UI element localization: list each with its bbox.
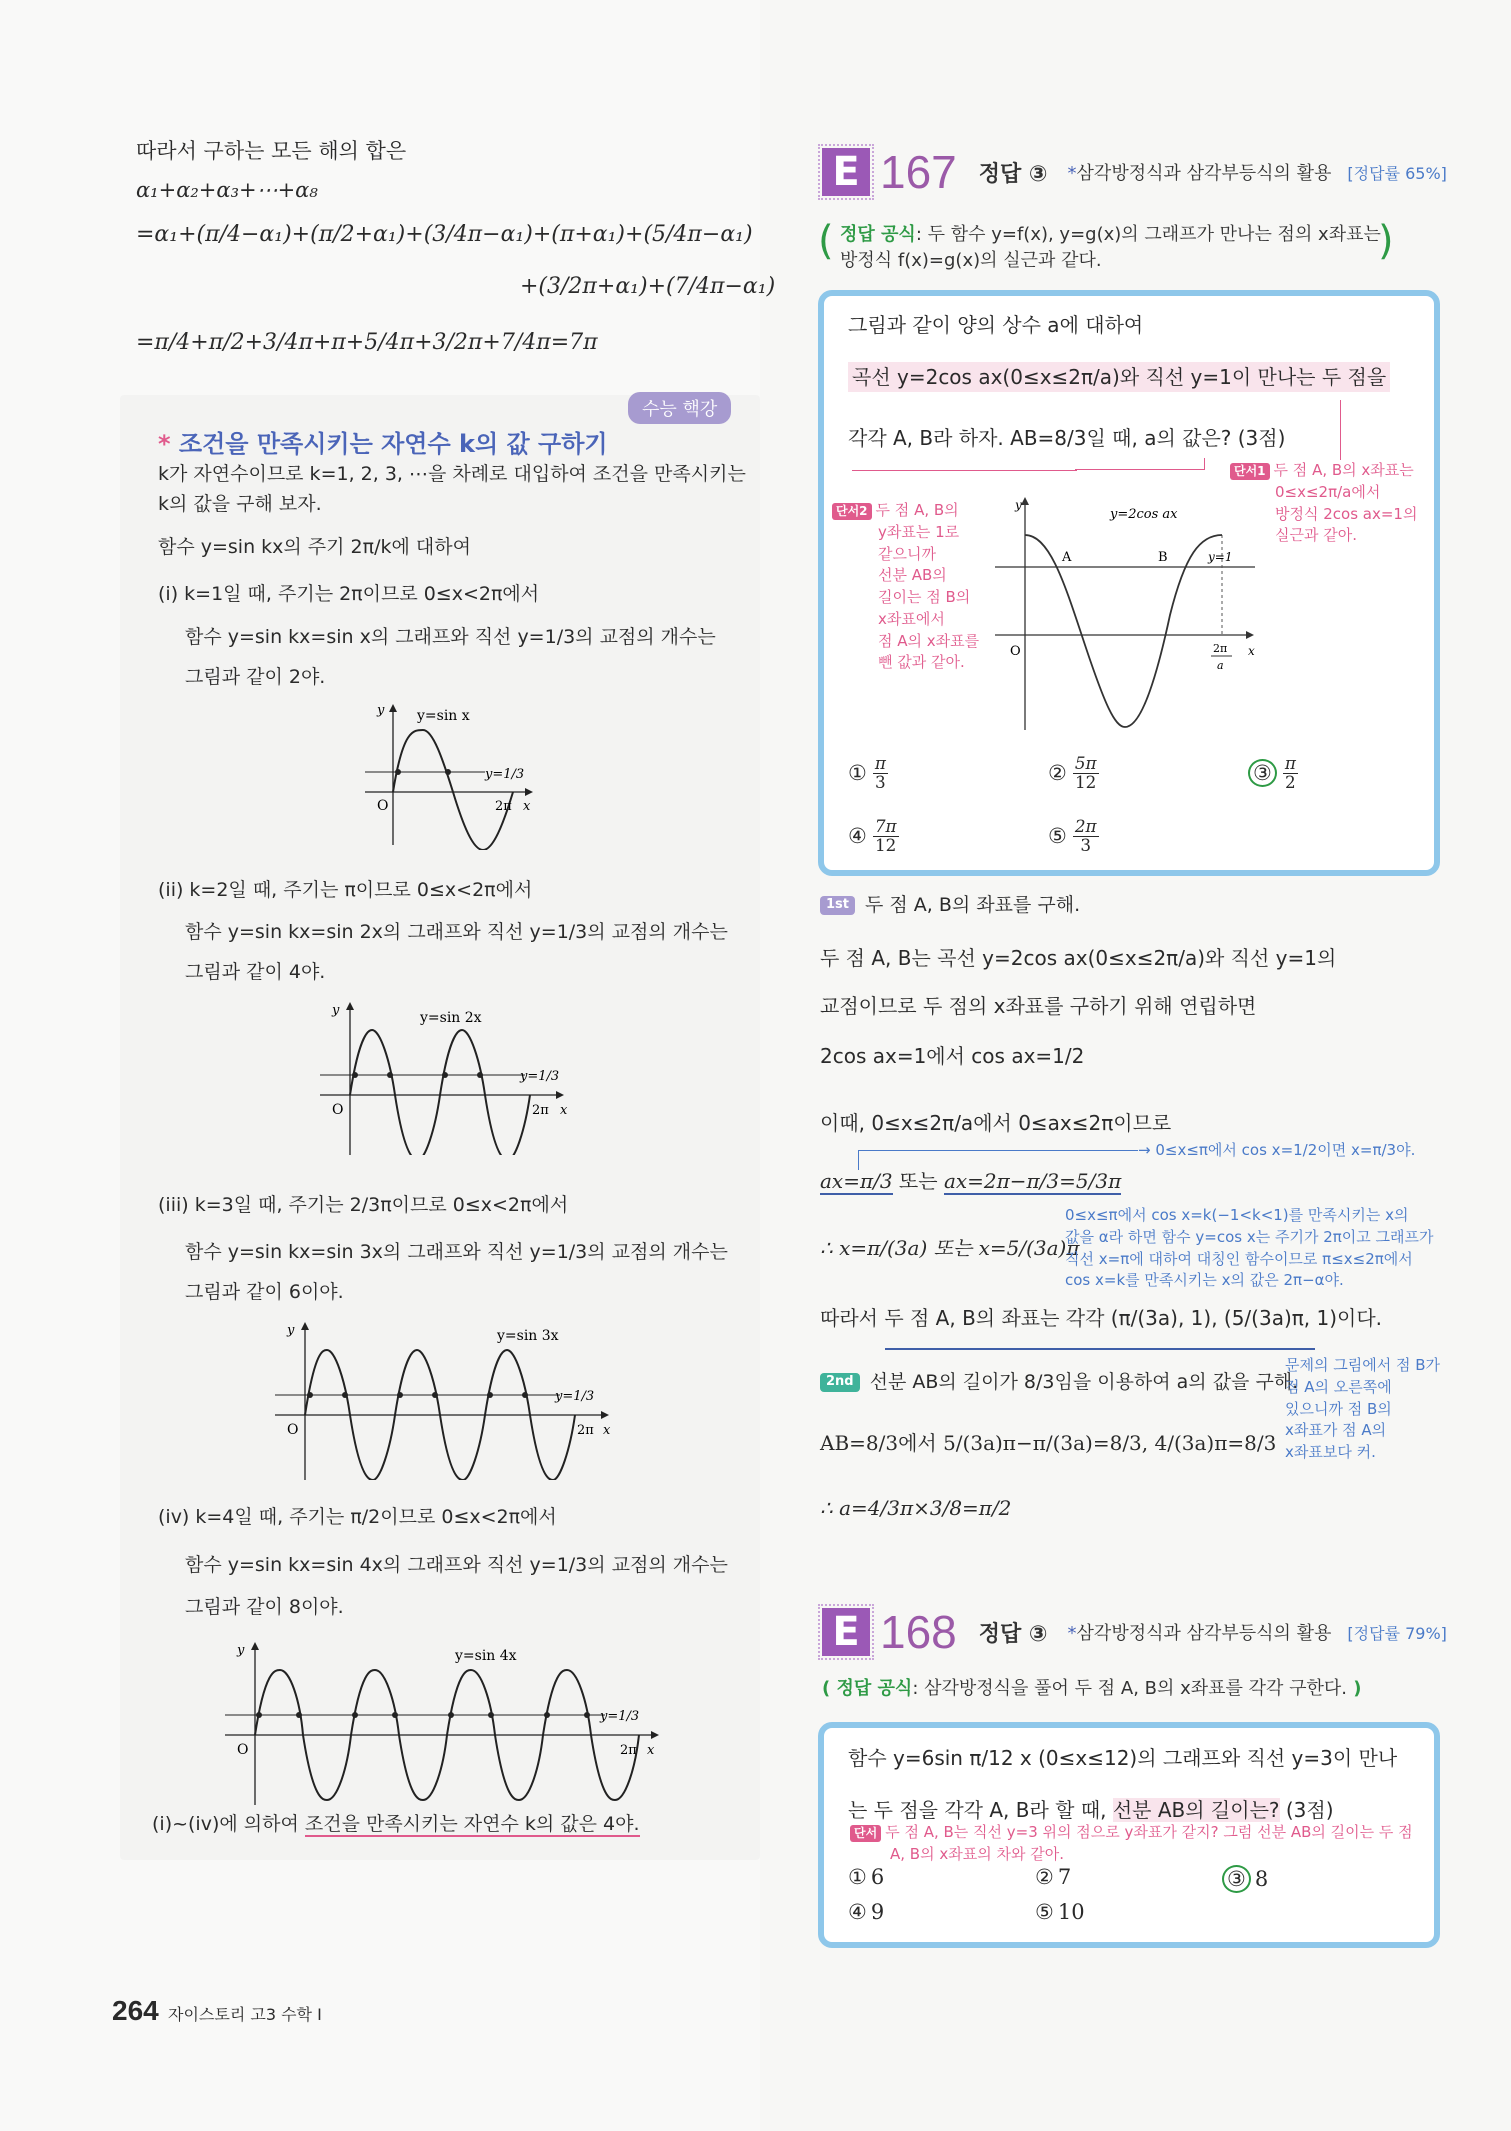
svg-text:y: y: [287, 1323, 295, 1338]
hint1-connector: [1340, 400, 1341, 460]
category: *삼각방정식과 삼각부등식의 활용: [1067, 1623, 1332, 1644]
correct-rate: [정답률 65%]: [1347, 163, 1447, 183]
svg-text:y: y: [1015, 498, 1022, 512]
sol2-line-1: AB=8/3에서 5/(3a)π−π/(3a)=8/3, 4/(3a)π=8/3: [820, 1431, 1277, 1455]
case-3-concl: 그림과 같이 6이야.: [185, 1281, 344, 1303]
choice-4[interactable]: ④ $\frac{7\pi}{12}$: [848, 816, 897, 855]
step2-note: 문제의 그림에서 점 B가 점 A의 오른쪽에 있으니까 점 B의 x좌표가 점 A의 x좌표보다 커.: [1285, 1356, 1441, 1461]
svg-text:2π: 2π: [495, 799, 512, 814]
hint-1: 단서1 두 점 A, B의 x좌표는 0≤x≤2π/a에서 방정식 2cos ax=1의 실근과 같아.: [1230, 460, 1417, 547]
svg-text:O: O: [377, 798, 389, 814]
category: *삼각방정식과 삼각부등식의 활용: [1067, 163, 1332, 184]
step1-title: 1st 두 점 A, B의 좌표를 구해.: [820, 893, 1080, 918]
intro-text: 따라서 구하는 모든 해의 합은: [136, 139, 407, 163]
q167-line-1: 그림과 같이 양의 상수 a에 대하여: [848, 313, 1144, 337]
choice-1[interactable]: ① 6: [848, 1865, 885, 1889]
svg-text:y=1: y=1: [1208, 550, 1233, 564]
tip-title-text: 조건을 만족시키는 자연수 k의 값 구하기: [178, 430, 608, 458]
hint2-connector-h: [852, 470, 1077, 471]
svg-text:A: A: [1062, 550, 1072, 565]
sol-line-5: ax=π/3 또는 ax=2π−π/3=5/3π: [820, 1169, 1122, 1193]
svg-text:2π: 2π: [577, 1423, 594, 1438]
case-2-concl: 그림과 같이 4야.: [185, 961, 326, 983]
sol-line-7: 따라서 두 점 A, B의 좌표는 각각 (π/(3a), 1), (5/(3a)π, 1)이다.: [820, 1306, 1383, 1330]
section-badge: E: [822, 1608, 870, 1656]
graph-2cos-ax: [990, 495, 1270, 735]
case-2-body: 함수 y=sin kx=sin 2x의 그래프와 직선 y=1/3의 교점의 개수는: [185, 921, 728, 943]
step2-title: 2nd 선분 AB의 길이가 8/3임을 이용하여 a의 값을 구해.: [820, 1370, 1298, 1395]
svg-text:y=sin 3x: y=sin 3x: [497, 1328, 559, 1344]
graph-sin-2x: [310, 1000, 580, 1155]
answer-circle-icon: ③: [1248, 759, 1277, 787]
star-icon: *: [158, 430, 171, 458]
bracket-left-icon: (: [818, 218, 834, 264]
q168-line-1: 함수 y=6sin π/12 x (0≤x≤12)의 그래프와 직선 y=3이 만나: [848, 1746, 1398, 1770]
case-4-head: (iv) k=4일 때, 주기는 π/2이므로 0≤x<2π에서: [158, 1506, 557, 1528]
choice-1[interactable]: ① $\frac{\pi}{3}$: [848, 753, 886, 792]
formula-box-168: ( 정답 공식: 삼각방정식을 풀어 두 점 A, B의 x좌표를 각각 구한다. ): [822, 1678, 1362, 1699]
sol2-line-2: ∴ a=4/3π×3/8=π/2: [820, 1496, 1012, 1520]
problem-168-header: [822, 1605, 1447, 1659]
svg-text:x: x: [523, 799, 531, 814]
answer-label: 정답 ③: [978, 1621, 1048, 1647]
correct-rate: [정답률 79%]: [1347, 1623, 1447, 1643]
sol-line-2: 교점이므로 두 점의 x좌표를 구하기 위해 연립하면: [820, 994, 1257, 1018]
q167-line-2: 곡선 y=2cos ax(0≤x≤2π/a)와 직선 y=1이 만나는 두 점을: [848, 362, 1390, 392]
note-arrow-line: [858, 1150, 1138, 1170]
svg-text:x: x: [647, 1743, 655, 1758]
sol-line-6: ∴ x=π/(3a) 또는 x=5/(3a)π: [820, 1236, 1080, 1260]
sol-line-3: 2cos ax=1에서 cos ax=1/2: [820, 1044, 1085, 1068]
svg-text:y: y: [377, 703, 385, 718]
svg-text:y: y: [332, 1003, 340, 1018]
svg-text:2π: 2π: [620, 1743, 637, 1758]
problem-167-header: [822, 145, 1447, 199]
sol-underline: [885, 1348, 1315, 1350]
answer-label: 정답 ③: [978, 161, 1048, 187]
svg-text:y: y: [237, 1643, 245, 1658]
svg-text:y=1/3: y=1/3: [485, 767, 525, 782]
svg-text:2π: 2π: [532, 1103, 549, 1118]
svg-text:x: x: [1248, 644, 1255, 658]
svg-text:y=sin 2x: y=sin 2x: [420, 1010, 482, 1026]
page-number: 264: [112, 1995, 159, 2026]
note-arrow: → 0≤x≤π에서 cos x=1/2이면 x=π/3야.: [1138, 1141, 1416, 1159]
result-line: =π/4+π/2+3/4π+π+5/4π+3/2π+7/4π=7π: [136, 330, 598, 355]
sol-line-1: 두 점 A, B는 곡선 y=2cos ax(0≤x≤2π/a)와 직선 y=1의: [820, 946, 1337, 970]
svg-text:O: O: [332, 1102, 344, 1118]
graph-1-label: y=sin x: [417, 708, 470, 724]
expand-line-1: =α₁+(π/4−α₁)+(π/2+α₁)+(3/4π−α₁)+(π+α₁)+(5/4π−α₁): [136, 222, 753, 247]
problem-number: 167: [880, 146, 957, 198]
sum-line: α₁+α₂+α₃+⋯+α₈: [136, 178, 318, 202]
tip-para-2: k의 값을 구해 보자.: [158, 493, 322, 515]
tip-title: [158, 424, 608, 459]
svg-text:x: x: [603, 1423, 611, 1438]
case-4-concl: 그림과 같이 8이야.: [185, 1596, 344, 1618]
svg-text:y=1/3: y=1/3: [520, 1069, 560, 1084]
case-3-body: 함수 y=sin kx=sin 3x의 그래프와 직선 y=1/3의 교점의 개수는: [185, 1241, 728, 1263]
conclusion-answer: 조건을 만족시키는 자연수 k의 값은 4야.: [304, 1813, 640, 1835]
svg-text:a: a: [1217, 659, 1224, 672]
graph-sin-4x: [215, 1640, 675, 1805]
choice-5[interactable]: ⑤ $\frac{2\pi}{3}$: [1048, 816, 1097, 855]
tip-para-1: k가 자연수이므로 k=1, 2, 3, ⋯을 차례로 대입하여 조건을 만족시키는: [158, 463, 746, 485]
svg-text:y=1/3: y=1/3: [600, 1709, 640, 1724]
graph-sin-3x: [265, 1320, 625, 1480]
period-line: 함수 y=sin kx의 주기 2π/k에 대하여: [158, 536, 471, 558]
expand-line-2: +(3/2π+α₁)+(7/4π−α₁): [520, 274, 776, 299]
svg-text:O: O: [237, 1742, 249, 1758]
svg-text:y=1/3: y=1/3: [555, 1389, 595, 1404]
hint-2: 단서2 두 점 A, B의 y좌표는 1로 같으니까 선분 AB의 길이는 점 B의 x좌표에서 점 A의 x좌표를 뺀 값과 같아.: [832, 500, 979, 674]
svg-text:x: x: [560, 1103, 568, 1118]
section-badge: E: [822, 148, 870, 196]
q167-line-3: 각각 A, B라 하자. AB=8/3일 때, a의 값은? (3점): [848, 426, 1286, 450]
formula-box-167: 정답 공식: 두 함수 y=f(x), y=g(x)의 그래프가 만나는 점의 x좌표는 방정식 f(x)=g(x)의 실근과 같다.: [840, 224, 1381, 272]
q168-line-2: 는 두 점을 각각 A, B라 할 때, 선분 AB의 길이는? (3점): [848, 1798, 1334, 1822]
svg-text:B: B: [1158, 550, 1168, 565]
bracket-right-icon: ): [1378, 218, 1394, 264]
case-1-head: (i) k=1일 때, 주기는 2π이므로 0≤x<2π에서: [158, 583, 540, 605]
graph-sin-x: [355, 700, 545, 850]
choice-3-correct[interactable]: ③ $\frac{\pi}{2}$: [1248, 755, 1300, 791]
case-1-concl: 그림과 같이 2야.: [185, 666, 326, 688]
case-1-body: 함수 y=sin kx=sin x의 그래프와 직선 y=1/3의 교점의 개수는: [185, 626, 716, 648]
problem-number: 168: [880, 1606, 957, 1658]
choice-2[interactable]: ② 7: [1035, 1865, 1072, 1889]
side-note: 0≤x≤π에서 cos x=k(−1<k<1)를 만족시키는 x의 값을 α라 하면 함수 y=cos x는 주기가 2π이고 그래프가 직선 x=π에 대하여 대칭인 함수이므로 π≤x≤2π에서 cos x=k를 만족시키는 x의 값은 2π−α야.: [1065, 1206, 1434, 1290]
answer-circle-icon: ③: [1222, 1865, 1251, 1893]
case-4-body: 함수 y=sin kx=sin 4x의 그래프와 직선 y=1/3의 교점의 개수는: [185, 1554, 728, 1576]
conclusion: (i)~(iv)에 의하여 조건을 만족시키는 자연수 k의 값은 4야.: [152, 1813, 640, 1835]
book-title: 자이스토리 고3 수학 I: [168, 2005, 322, 2024]
hint2-connector: [1075, 458, 1205, 470]
choice-3-correct[interactable]: ③ 8: [1222, 1865, 1268, 1893]
hint-168: 단서 두 점 A, B는 직선 y=3 위의 점으로 y좌표가 같지? 그럼 선분 AB의 길이는 두 점 A, B의 x좌표의 차와 같아.: [850, 1822, 1413, 1866]
svg-text:2π: 2π: [1213, 642, 1228, 655]
svg-text:y=sin 4x: y=sin 4x: [455, 1648, 517, 1664]
choice-4[interactable]: ④ 9: [848, 1900, 885, 1924]
svg-text:O: O: [287, 1422, 299, 1438]
svg-text:O: O: [1010, 644, 1021, 659]
case-2-head: (ii) k=2일 때, 주기는 π이므로 0≤x<2π에서: [158, 879, 533, 901]
choice-2[interactable]: ② $\frac{5\pi}{12}$: [1048, 753, 1097, 792]
tip-badge: 수능 핵강: [628, 392, 731, 424]
case-3-head: (iii) k=3일 때, 주기는 2/3π이므로 0≤x<2π에서: [158, 1194, 569, 1216]
sol-line-4: 이때, 0≤x≤2π/a에서 0≤ax≤2π이므로: [820, 1111, 1172, 1135]
svg-text:y=2cos ax: y=2cos ax: [1110, 507, 1178, 522]
choice-5[interactable]: ⑤ 10: [1035, 1900, 1085, 1924]
